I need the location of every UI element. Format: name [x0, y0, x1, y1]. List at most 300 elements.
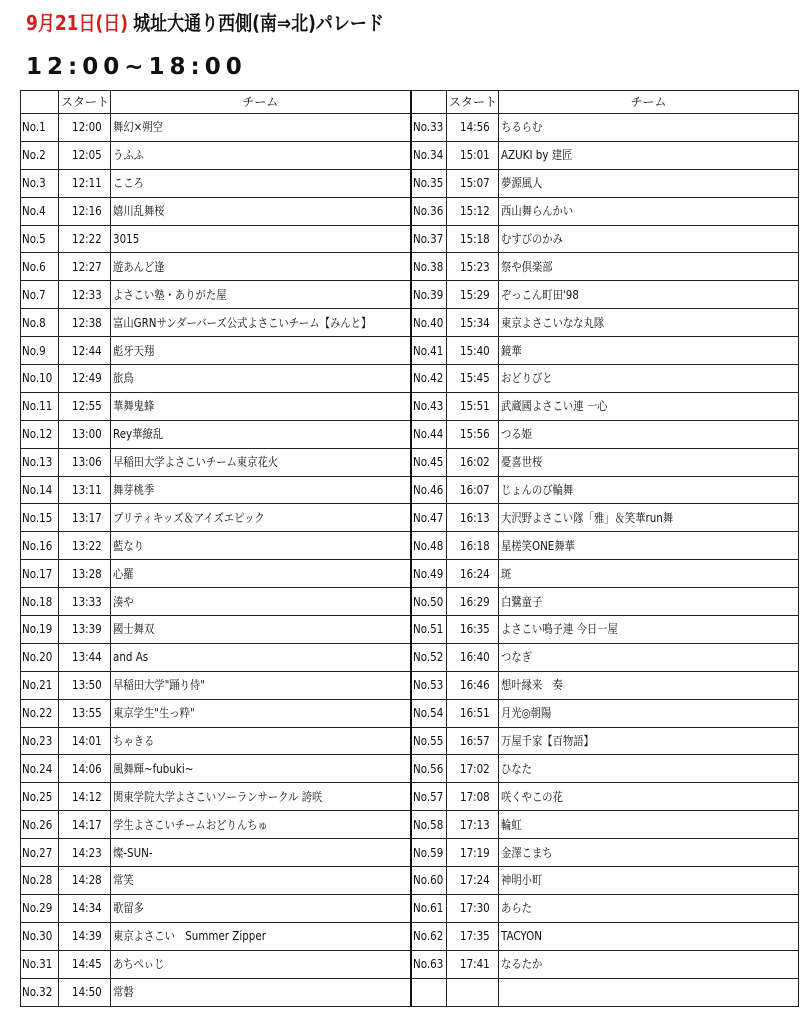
- start-time-text: 13:33: [72, 594, 103, 609]
- team-name-text: 常笑: [113, 873, 134, 888]
- entry-number: [21, 420, 59, 448]
- team-name: [499, 811, 799, 839]
- entry-number: [411, 839, 447, 867]
- team-name: [499, 392, 799, 420]
- team-name: [499, 978, 799, 1006]
- entry-number: [411, 727, 447, 755]
- entry-number-text: No.36: [412, 204, 443, 219]
- entry-number: [21, 922, 59, 950]
- entry-number: [411, 811, 447, 839]
- start-time: [59, 225, 111, 253]
- start-time: [59, 281, 111, 309]
- entry-number: [411, 392, 447, 420]
- team-name: [111, 978, 411, 1006]
- entry-number-text: No.3: [22, 176, 46, 191]
- start-time: [59, 671, 111, 699]
- team-name-text: 万屋千家【百物語】: [501, 734, 594, 749]
- entry-number: [21, 337, 59, 365]
- entry-number: [411, 476, 447, 504]
- start-time-text: 12:49: [72, 371, 103, 386]
- team-name: [499, 281, 799, 309]
- header-start-right: スタート: [447, 91, 499, 114]
- team-name-text: ひなた: [501, 761, 532, 776]
- entry-number: [411, 671, 447, 699]
- start-time-text: 15:51: [460, 399, 491, 414]
- team-name-text: ちゃきる: [113, 734, 155, 749]
- start-time-text: 13:06: [72, 455, 103, 470]
- start-time: [447, 476, 499, 504]
- team-name-text: 舞幻×朔空: [113, 120, 163, 135]
- team-name: [111, 811, 411, 839]
- entry-number-text: No.26: [22, 817, 53, 832]
- team-name-text: よさこい鳴子連 今日一屋: [501, 622, 618, 637]
- team-name-text: 金澤こまち: [501, 845, 553, 860]
- entry-number-text: No.14: [22, 483, 53, 498]
- start-time: [59, 309, 111, 337]
- entry-number-text: No.12: [22, 427, 53, 442]
- team-name-text: 早稲田大学よさこいチーム東京花火: [113, 455, 279, 470]
- header-team-left: チーム: [111, 91, 411, 114]
- start-time-text: 13:17: [72, 510, 103, 525]
- team-name-text: 東京よさこい Summer Zipper: [113, 929, 266, 944]
- entry-number-text: No.34: [412, 148, 443, 163]
- team-name-text: 武蔵國よさこい連 一心: [501, 399, 608, 414]
- entry-number-text: No.17: [22, 566, 53, 581]
- table-row: [21, 560, 799, 588]
- team-name-text: あちぺぃじ: [113, 957, 165, 972]
- start-time: [447, 839, 499, 867]
- team-name-text: 神明小町: [501, 873, 543, 888]
- team-name: [111, 420, 411, 448]
- start-time: [59, 867, 111, 895]
- start-time-text: 15:01: [460, 148, 491, 163]
- start-time-text: 12:11: [72, 176, 103, 191]
- team-name: [111, 141, 411, 169]
- start-time: [447, 560, 499, 588]
- start-time: [59, 420, 111, 448]
- team-name: [499, 197, 799, 225]
- entry-number: [21, 811, 59, 839]
- team-name-text: おどりびと: [501, 371, 553, 386]
- team-name: [499, 448, 799, 476]
- start-time: [447, 253, 499, 281]
- start-time: [447, 448, 499, 476]
- start-time: [447, 616, 499, 644]
- start-time-text: 14:56: [460, 120, 491, 135]
- team-name: [111, 867, 411, 895]
- team-name: [499, 169, 799, 197]
- start-time-text: 14:17: [72, 817, 103, 832]
- start-time: [59, 197, 111, 225]
- team-name-text: 華舞鬼蜂: [113, 399, 155, 414]
- team-name-text: 憂喜世桜: [501, 455, 543, 470]
- start-time-text: 17:02: [460, 761, 491, 776]
- start-time-text: 15:12: [460, 204, 491, 219]
- team-name: [111, 727, 411, 755]
- start-time: [59, 141, 111, 169]
- start-time: [447, 225, 499, 253]
- entry-number: [411, 643, 447, 671]
- entry-number-text: No.13: [22, 455, 53, 470]
- team-name: [111, 253, 411, 281]
- entry-number: [21, 253, 59, 281]
- header-no-right: [411, 91, 447, 114]
- start-time-text: 17:13: [460, 817, 491, 832]
- page-title: [26, 8, 384, 38]
- entry-number: [21, 532, 59, 560]
- entry-number: [411, 420, 447, 448]
- entry-number: [21, 978, 59, 1006]
- entry-number-text: No.1: [22, 120, 46, 135]
- entry-number-text: No.42: [412, 371, 443, 386]
- team-name: [111, 169, 411, 197]
- entry-number-text: No.44: [412, 427, 443, 442]
- team-name: [111, 197, 411, 225]
- start-time-text: 13:39: [72, 622, 103, 637]
- start-time: [447, 588, 499, 616]
- team-name-text: つなぎ: [501, 650, 532, 665]
- entry-number: [411, 978, 447, 1006]
- start-time-text: 16:18: [460, 538, 491, 553]
- entry-number: [411, 950, 447, 978]
- table-row: [21, 755, 799, 783]
- team-name-text: 咲くやこの花: [501, 789, 563, 804]
- entry-number-text: No.8: [22, 315, 46, 330]
- team-name: [111, 755, 411, 783]
- team-name-text: 彪牙天翔: [113, 343, 155, 358]
- team-name: [111, 950, 411, 978]
- start-time-text: 13:22: [72, 538, 103, 553]
- entry-number: [411, 169, 447, 197]
- team-name-text: 國士舞双: [113, 622, 155, 637]
- entry-number-text: No.48: [412, 538, 443, 553]
- team-name-text: 3015: [113, 232, 140, 246]
- entry-number-text: No.19: [22, 622, 53, 637]
- entry-number: [411, 281, 447, 309]
- table-row: [21, 309, 799, 337]
- entry-number: [411, 365, 447, 393]
- start-time-text: 12:00: [72, 120, 103, 135]
- start-time: [447, 950, 499, 978]
- team-name-text: 早稲田大学"踊り侍": [113, 678, 206, 693]
- table-row: [21, 839, 799, 867]
- table-row: [21, 197, 799, 225]
- team-name: [111, 504, 411, 532]
- start-time: [447, 365, 499, 393]
- team-name-text: 旅鳥: [113, 371, 134, 386]
- table-row: [21, 253, 799, 281]
- entry-number-text: No.10: [22, 371, 53, 386]
- team-name-text: 藍なり: [113, 538, 144, 553]
- team-name-text: 常磐: [113, 985, 134, 1000]
- table-header-row: [21, 91, 799, 114]
- start-time-text: 14:45: [72, 957, 103, 972]
- entry-number-text: No.53: [412, 678, 443, 693]
- start-time: [447, 504, 499, 532]
- start-time-text: 13:28: [72, 566, 103, 581]
- entry-number: [411, 197, 447, 225]
- team-name: [111, 671, 411, 699]
- entry-number-text: No.38: [412, 259, 443, 274]
- entry-number-text: No.49: [412, 566, 443, 581]
- event-name: 城址大通り西側(南⇒北)パレード: [133, 11, 384, 35]
- entry-number-text: No.58: [412, 817, 443, 832]
- team-name-text: Rey華繚乱: [113, 427, 164, 442]
- entry-number: [21, 950, 59, 978]
- team-name: [499, 560, 799, 588]
- entry-number-text: No.22: [22, 706, 53, 721]
- start-time: [59, 588, 111, 616]
- table-row: [21, 225, 799, 253]
- team-name-text: 星槎笑ONE舞華: [501, 538, 575, 553]
- team-name: [111, 448, 411, 476]
- entry-number-text: No.40: [412, 315, 443, 330]
- team-name-text: 燦-SUN-: [113, 845, 153, 860]
- table-row: [21, 448, 799, 476]
- entry-number-text: No.60: [412, 873, 443, 888]
- start-time-text: 13:55: [72, 706, 103, 721]
- team-name-text: 鏡華: [501, 343, 522, 358]
- team-name: [111, 281, 411, 309]
- entry-number-text: No.51: [412, 622, 443, 637]
- entry-number-text: No.55: [412, 734, 443, 749]
- entry-number-text: No.41: [412, 343, 443, 358]
- entry-number-text: No.15: [22, 510, 53, 525]
- team-name-text: 祭や倶楽部: [501, 259, 553, 274]
- entry-number: [21, 671, 59, 699]
- start-time: [447, 727, 499, 755]
- entry-number-text: No.47: [412, 510, 443, 525]
- start-time: [59, 392, 111, 420]
- table-row: [21, 811, 799, 839]
- entry-number: [411, 560, 447, 588]
- table-row: [21, 727, 799, 755]
- team-name-text: 遊あんど逢: [113, 259, 165, 274]
- team-name-text: 風舞輝~fubuki~: [113, 761, 194, 776]
- team-name-text: 湊や: [113, 594, 134, 609]
- entry-number-text: No.28: [22, 873, 53, 888]
- table-row: [21, 337, 799, 365]
- start-time: [447, 978, 499, 1006]
- event-date: 9月21日(日): [26, 11, 129, 35]
- team-name: [499, 783, 799, 811]
- table-row: [21, 504, 799, 532]
- entry-number-text: No.27: [22, 845, 53, 860]
- start-time-text: 15:56: [460, 427, 491, 442]
- start-time-text: 14:50: [72, 985, 103, 1000]
- table-row: [21, 671, 799, 699]
- team-name: [499, 699, 799, 727]
- team-name: [499, 616, 799, 644]
- entry-number-text: No.61: [412, 901, 443, 916]
- start-time-text: 16:07: [460, 483, 491, 498]
- team-name: [499, 309, 799, 337]
- entry-number: [21, 169, 59, 197]
- entry-number-text: No.29: [22, 901, 53, 916]
- entry-number-text: No.43: [412, 399, 443, 414]
- entry-number: [411, 309, 447, 337]
- entry-number-text: No.2: [22, 148, 46, 163]
- start-time: [447, 309, 499, 337]
- start-time-text: 17:41: [460, 957, 491, 972]
- team-name: [111, 894, 411, 922]
- team-name-text: うふふ: [113, 148, 144, 163]
- start-time-text: 16:40: [460, 650, 491, 665]
- team-name: [111, 588, 411, 616]
- start-time-text: 16:51: [460, 706, 491, 721]
- start-time: [59, 783, 111, 811]
- team-name: [111, 783, 411, 811]
- team-name: [499, 253, 799, 281]
- entry-number-text: No.54: [412, 706, 443, 721]
- team-name: [499, 225, 799, 253]
- team-name: [111, 337, 411, 365]
- start-time-text: 15:40: [460, 343, 491, 358]
- start-time-text: 15:29: [460, 287, 491, 302]
- team-name-text: 学生よさこいチームおどりんちゅ: [113, 817, 268, 832]
- entry-number-text: No.62: [412, 929, 443, 944]
- entry-number-text: No.16: [22, 538, 53, 553]
- team-name-text: 東京よさこいなな丸隊: [501, 315, 605, 330]
- table-row: [21, 588, 799, 616]
- entry-number: [411, 867, 447, 895]
- start-time-text: 12:33: [72, 287, 103, 302]
- start-time-text: 16:24: [460, 566, 491, 581]
- entry-number-text: No.46: [412, 483, 443, 498]
- start-time-text: 17:08: [460, 789, 491, 804]
- entry-number: [21, 114, 59, 142]
- team-name-text: 白鷺童子: [501, 594, 543, 609]
- entry-number-text: No.45: [412, 455, 443, 470]
- entry-number-text: No.59: [412, 845, 443, 860]
- start-time: [447, 699, 499, 727]
- entry-number: [21, 365, 59, 393]
- start-time-text: 14:06: [72, 761, 103, 776]
- entry-number-text: No.56: [412, 761, 443, 776]
- start-time-text: 16:57: [460, 734, 491, 749]
- table-row: [21, 783, 799, 811]
- team-name: [499, 839, 799, 867]
- entry-number-text: No.33: [412, 120, 443, 135]
- entry-number: [411, 755, 447, 783]
- header-start-left: スタート: [59, 91, 111, 114]
- team-name-text: こころ: [113, 176, 144, 191]
- team-name-text: 舞芽桃季: [113, 483, 155, 498]
- team-name: [499, 476, 799, 504]
- entry-number: [21, 699, 59, 727]
- entry-number: [411, 532, 447, 560]
- start-time: [447, 141, 499, 169]
- start-time: [59, 253, 111, 281]
- team-name-text: 歌留多: [113, 901, 144, 916]
- entry-number-text: No.6: [22, 259, 46, 274]
- entry-number: [411, 253, 447, 281]
- team-name-text: じょんのび輪舞: [501, 483, 574, 498]
- table-row: [21, 420, 799, 448]
- team-name: [499, 727, 799, 755]
- entry-number: [411, 588, 447, 616]
- team-name: [499, 337, 799, 365]
- start-time: [59, 699, 111, 727]
- entry-number: [21, 867, 59, 895]
- entry-number-text: No.7: [22, 287, 46, 302]
- start-time: [447, 532, 499, 560]
- start-time: [59, 337, 111, 365]
- entry-number: [411, 504, 447, 532]
- team-name: [111, 560, 411, 588]
- table-row: [21, 699, 799, 727]
- entry-number-text: No.11: [22, 399, 53, 414]
- table-row: [21, 643, 799, 671]
- team-name: [499, 420, 799, 448]
- start-time: [59, 169, 111, 197]
- entry-number: [21, 476, 59, 504]
- start-time-text: 16:46: [460, 678, 491, 693]
- entry-number-text: No.50: [412, 594, 443, 609]
- start-time: [59, 365, 111, 393]
- entry-number-text: No.35: [412, 176, 443, 191]
- team-name-text: つる姫: [501, 427, 532, 442]
- team-name-text: 斑: [501, 566, 512, 581]
- entry-number: [21, 281, 59, 309]
- table-row: [21, 141, 799, 169]
- entry-number: [21, 894, 59, 922]
- table-row: [21, 950, 799, 978]
- entry-number: [21, 448, 59, 476]
- team-name: [499, 894, 799, 922]
- start-time: [447, 755, 499, 783]
- start-time-text: 15:45: [460, 371, 491, 386]
- team-name: [111, 225, 411, 253]
- team-name-text: and As: [113, 650, 149, 665]
- start-time: [447, 643, 499, 671]
- team-name-text: 嬉川乱舞桜: [113, 204, 165, 219]
- entry-number: [21, 141, 59, 169]
- start-time: [59, 504, 111, 532]
- entry-number-text: No.9: [22, 343, 46, 358]
- entry-number-text: No.5: [22, 232, 46, 246]
- team-name-text: むすびのかみ: [501, 232, 563, 246]
- start-time-text: 13:50: [72, 678, 103, 693]
- start-time-text: 14:23: [72, 845, 103, 860]
- table-row: [21, 894, 799, 922]
- entry-number-text: No.21: [22, 678, 53, 693]
- team-name: [111, 114, 411, 142]
- team-name: [499, 950, 799, 978]
- team-name-text: 想叶縁来 奏: [501, 678, 563, 693]
- time-range: 12:00~18:00: [26, 54, 247, 80]
- start-time: [59, 922, 111, 950]
- entry-number-text: No.39: [412, 287, 443, 302]
- entry-number: [411, 783, 447, 811]
- start-time-text: 14:34: [72, 901, 103, 916]
- entry-number: [21, 839, 59, 867]
- entry-number: [411, 616, 447, 644]
- start-time: [59, 448, 111, 476]
- team-name: [111, 922, 411, 950]
- start-time-text: 15:23: [460, 259, 491, 274]
- start-time-text: 17:35: [460, 929, 491, 944]
- team-name: [111, 532, 411, 560]
- entry-number: [411, 141, 447, 169]
- start-time-text: 12:27: [72, 259, 103, 274]
- team-name: [111, 839, 411, 867]
- team-name: [111, 392, 411, 420]
- table-row: [21, 978, 799, 1006]
- team-name-text: 夢源風人: [501, 176, 543, 191]
- entry-number: [21, 504, 59, 532]
- entry-number-text: No.32: [22, 985, 53, 1000]
